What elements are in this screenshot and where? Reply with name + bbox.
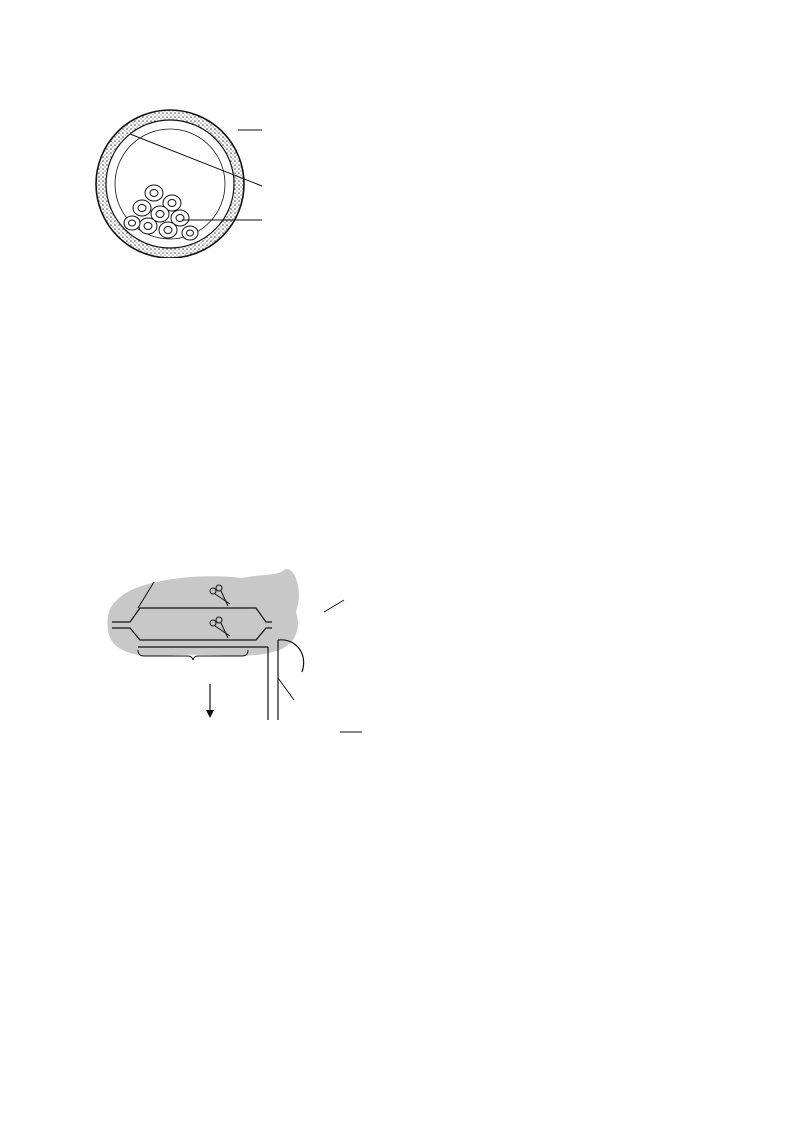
crispr-cas9-diagram (72, 560, 432, 750)
blastocyst-diagram (90, 108, 310, 258)
